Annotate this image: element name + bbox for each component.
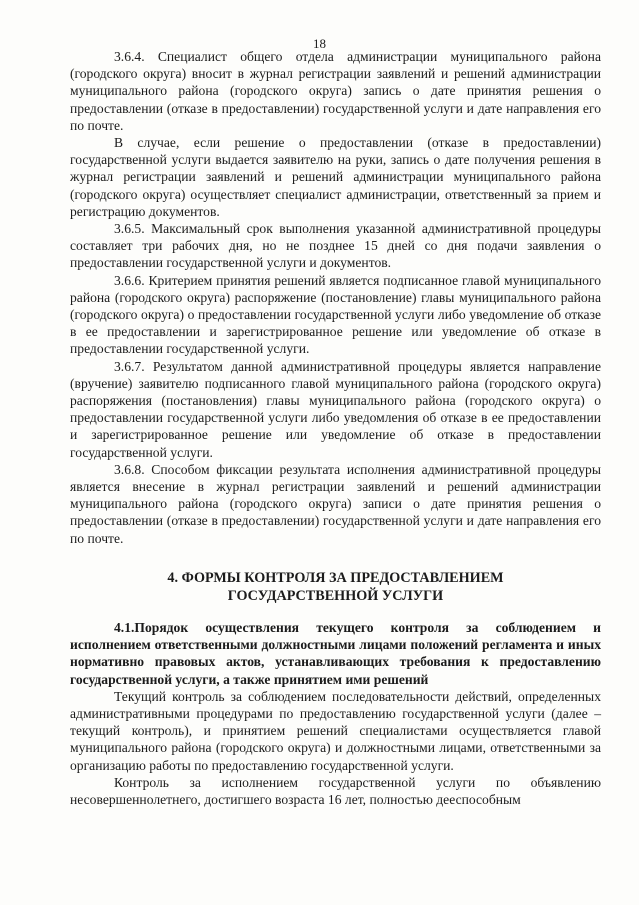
section-heading <box>70 569 601 605</box>
paragraph-handover: В случае, если решение о предоставлении (отказе в предоставлении) государственной услуги выдается заявителю на руки, запись о дате получения решения в журнал регистрации заявлений и решений администрации муниципального района (городского округа) осуществляет специалист администрации, ответственный за прием и регистрацию документов. <box>70 135 601 219</box>
page-number: 18 <box>313 36 326 51</box>
paragraph-current-control: Текущий контроль за соблюдением последовательности действий, определенных административными процедурами по предоставлению государственной услуги (далее – текущий контроль), и принятием решений специалистами осуществляется главой муниципального района (городского округа) и должностными лицами, ответственными за организацию работы по предоставлению государственной услуги. <box>70 688 601 773</box>
paragraph-3-6-4: 3.6.4. Специалист общего отдела администрации муниципального района (городского округа) вносит в журнал регистрации заявлений и решений администрации муниципального района (городского округа) запись о дате принятия решения о предоставлении (отказе в предоставлении) государственной услуги и дате направления его по почте. <box>70 49 601 133</box>
section-heading-line2: ГОСУДАРСТВЕННОЙ УСЛУГИ <box>227 587 444 604</box>
paragraph-control-execution: Контроль за исполнением государственной услуги по объявлению несовершеннолетнего, достигшего возраста 16 лет, полностью дееспособным <box>70 774 601 807</box>
paragraph-3-6-8: 3.6.8. Способом фиксации результата исполнения административной процедуры является внесение в журнал регистрации заявлений и решений администрации муниципального района (городского округа) записи о дате принятия решения о предоставлении (отказе в предоставлении) государственной услуги и дате направления его по почте. <box>70 461 601 546</box>
section-heading-line1: 4. ФОРМЫ КОНТРОЛЯ ЗА ПРЕДОСТАВЛЕНИЕМ <box>167 569 504 586</box>
subsection-heading: 4.1.Порядок осуществления текущего контроля за соблюдением и исполнением ответственными должностными лицами положений регламента и иных нормативно правовых актов, устанавливающих требования к предоставлению государственной услуги, а также принятием ими решений <box>70 619 601 687</box>
paragraph-3-6-6: 3.6.6. Критерием принятия решений является подписанное главой муниципального района (городского округа) распоряжение (постановление) главы муниципального района (городского округа) о предоставлении государственной услуги либо уведомление об отказе в ее предоставлении и зарегистрированное решение или уведомление об отказе в предоставлении государственной услуги. <box>70 272 601 357</box>
paragraph-3-6-7: 3.6.7. Результатом данной административной процедуры является направление (вручение) заявителю подписанного главой муниципального района (городского округа) распоряжения (постановления) главы муниципального района (городского округа) о предоставлении государственной услуги либо уведомления об отказе в ее предоставлении и зарегистрированное решение или уведомление об отказе в предоставлении государственной услуги. <box>70 358 601 460</box>
document-body <box>70 48 601 808</box>
paragraph-3-6-5: 3.6.5. Максимальный срок выполнения указанной административной процедуры составляет три рабочих дня, но не позднее 15 дней со дня подачи заявления о предоставлении государственной услуги и документов. <box>70 221 601 271</box>
